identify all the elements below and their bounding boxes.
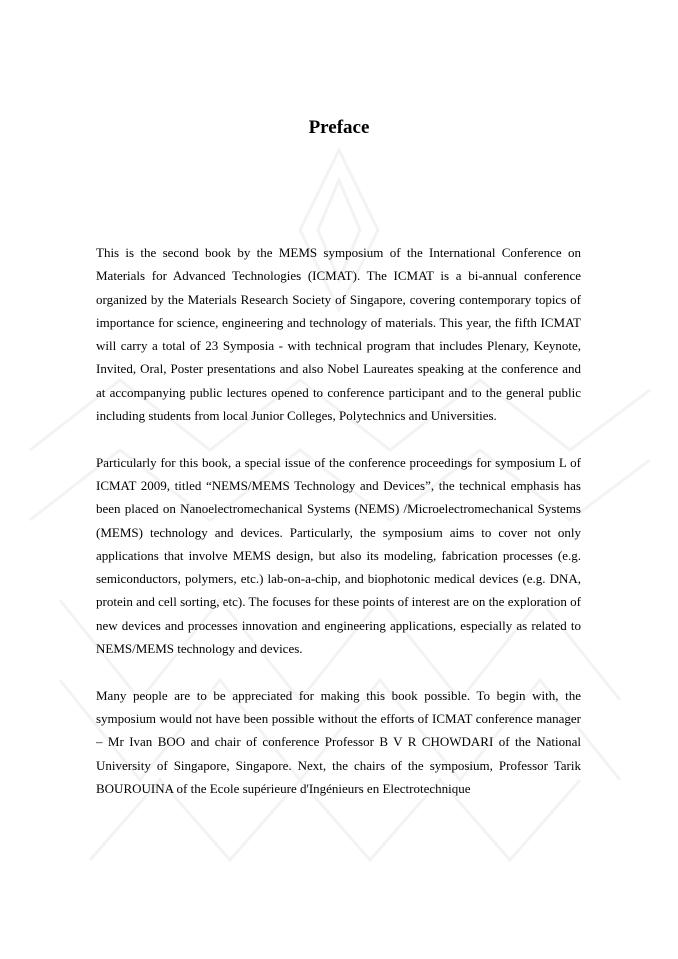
page-title: Preface	[308, 117, 370, 138]
paragraph-icmat-intro: This is the second book by the MEMS symposium of the International Conference on Materials for Advanced Technologies (ICMAT). The ICMAT is a bi-annual conference organized by the Materials Research Society of Singapore, covering contemporary topics of importance for science, engineering and technology of materials. This year, the fifth ICMAT will carry a total of 23 Symposia - with technical program that includes Plenary, Keynote, Invited, Oral, Poster presentations and also Nobel Laureates speaking at the conference and at accompanying public lectures opened to conference participant and to the general public including students from local Junior Colleges, Polytechnics and Universities.	[96, 245, 581, 424]
paragraph-acknowledgements: Many people are to be appreciated for making this book possible. To begin with, the symposium would not have been possible without the efforts of ICMAT conference manager – Mr Ivan BOO and chair of conference Professor B V R CHOWDARI of the National University of Singapore, Singapore. Next, the chairs of the symposium, Professor Tarik BOUROUINA of the Ecole supérieure d'Ingénieurs en Electrotechnique	[96, 687, 581, 796]
preface-body	[96, 241, 581, 800]
paragraph-book-scope: Particularly for this book, a special issue of the conference proceedings for symposium L of ICMAT 2009, titled “NEMS/MEMS Technology and Devices”, the technical emphasis has been placed on Nanoelectromechanical Systems (NEMS) /Microelectromechanical Systems (MEMS) technology and devices. Particularly, the symposium aims to cover not only applications that involve MEMS design, but also its modeling, fabrication processes (e.g. semiconductors, polymers, etc.) lab-on-a-chip, and biophotonic medical devices (e.g. DNA, protein and cell sorting, etc). The focuses for these points of interest are on the exploration of new devices and processes innovation and engineering applications, especially as related to NEMS/MEMS technology and devices.	[96, 454, 581, 657]
